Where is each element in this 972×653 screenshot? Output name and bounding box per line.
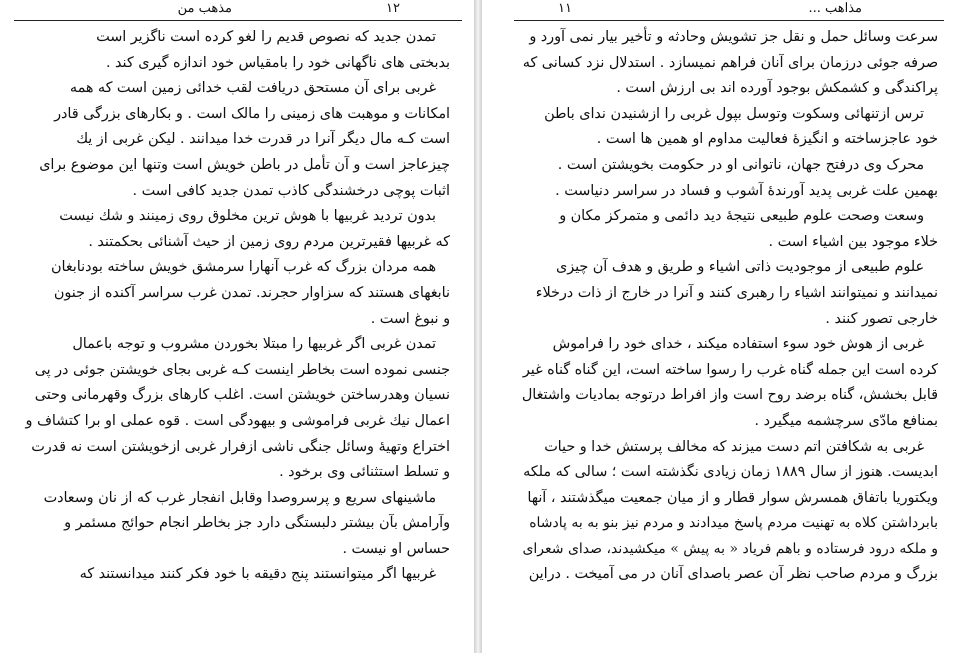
text-line: ماشینهای سریع و پرسروصدا وقابل انفجار غرب که از نان وسعادت [43, 489, 436, 506]
text-line: بابرداشتن کلاه به تهنیت مردم پاسخ میدادند و مردم نیز بنو به به پادشاه [529, 515, 938, 532]
right-page-number: ۱۱ [558, 1, 572, 16]
text-line: که غربیها فقیرترین مردم روی زمین از حیث آشنائی بحکمتند . [88, 233, 450, 250]
text-line: غربی برای آن مستحق دریافت لقب خدائی زمین است که همه [69, 80, 436, 97]
text-line: بمنافع مادّی سرچشمه میگیرد . [754, 412, 938, 429]
text-line: غربی به شکافتن اتم دست میزند که مخالف پرستش خدا و حیات [544, 438, 924, 455]
text-line: ترس ازتنهائی وسکوت وتوسل بپول غربی را ازشنیدن ندای باطن [544, 105, 924, 122]
text-line: اعمال نیك غربی فراموشی و بیهودگی است . قوه عملی او برا کتشاف و [25, 412, 450, 429]
text-line: تمدن غربی اگر غربیها را مبتلا بخوردن مشروب و توجه باعمال [72, 336, 436, 353]
text-line: قابل بخشش، گناه برضد روح است واز افراط درتوجه بمادیات واشتغال [522, 387, 938, 404]
text-line: وآرامش بآن بیشتر دلبستگی دارد جز بخاطر انجام حوائج مسئمر و [64, 515, 450, 532]
text-line: نمیدانند و نمیتوانند اشیاء را رهبری کنند و آنرا در خارج از ذات درخلاء [535, 284, 938, 301]
text-line: بدبختی های ناگهانی خود را بامقیاس خود اندازه گیری کند . [105, 54, 450, 71]
text-line: و نبوغ است . [370, 310, 450, 327]
text-line: ویکتوریا باتفاق همسرش سوار قطار و از میان جمعیت میگذشتند ، آنها [527, 489, 938, 506]
text-line: غربی از هوش خود سوء استفاده میکند ، خدای خود را فراموش [552, 336, 924, 353]
text-line: و تسلط استثنائی وی برخود . [279, 464, 450, 481]
left-page [0, 0, 474, 653]
text-line: علوم طبیعی از موجودیت ذاتی اشیاء و طریق و هدف آن چیزی [556, 259, 924, 276]
right-page-text [522, 25, 938, 588]
text-line: بزرگ و مردم صاحب نظر آن عصر باصدای آنان در می آمیخت . دراین [528, 566, 938, 583]
text-line: کرده است این جمله گناه غرب را رسوا ساخته است، این گناه گناه غیر [522, 361, 938, 378]
right-page-header-rule [514, 20, 944, 21]
text-line: وسعت وصحت علوم طبیعی نتیجهٔ دید دائمی و متمرکز مکان و [559, 208, 924, 225]
text-line: صرفه جوئی درزمان برای آنان فراهم نمیسازد . استدلال نزد کسانی که [522, 54, 938, 71]
right-page [482, 0, 972, 653]
book-gutter [474, 0, 482, 653]
text-line: خلاء موجود بین اشیاء است . [768, 233, 938, 250]
text-line: اثبات پوچی درخشندگی کاذب تمدن جدید کافی است . [132, 182, 450, 199]
text-line: جنسی نموده است بخاطر اینست کـه غربی بجای خویشتن جوئی در پی [34, 361, 450, 378]
text-line: است کـه مال دیگر آنرا در قدرت خدا میدانند . لیکن غربی از یك [76, 131, 450, 148]
right-page-header [482, 0, 972, 20]
text-line: همه مردان بزرگ که غرب آنهارا سرمشق خویش ساخته بودنابغان [51, 259, 436, 276]
left-page-number: ۱۲ [386, 1, 400, 16]
text-line: غربیها اگر میتوانستند پنج دقیقه با خود فکر کنند میدانستند که [79, 566, 436, 583]
text-line: بهمین علت غربی پدید آورندهٔ آشوب و فساد در سراسر دنیاست . [555, 182, 938, 199]
text-line: نابغهای هستند که سزاوار حجرند. تمدن غرب سراسر آکنده از جنون [53, 284, 450, 301]
left-page-running-title: مذهب من [177, 1, 232, 16]
text-line: حساس او نیست . [342, 540, 450, 557]
left-page-header-rule [14, 20, 462, 21]
text-line: و ملکه درود فرستاده و باهم فریاد « به پیش » میکشیدند، صدای شعرای [522, 540, 938, 557]
text-line: سرعت وسائل حمل و نقل جز تشویش وحادثه و تأخیر بیار نمی آورد و [529, 29, 938, 45]
text-line: بدون تردید غربیها با هوش ترین مخلوق روی زمینند و شك نیست [59, 208, 436, 225]
text-line: محرک وی درفتح جهان، ناتوانی او در حکومت بخویشتن است . [557, 156, 924, 173]
text-line: خود عاجزساخته و انگیزهٔ فعالیت مداوم او همین ها است . [596, 131, 938, 148]
text-line: خارجی تصور کنند . [825, 310, 938, 327]
text-line: پراکندگی و کشمکش بوجود آورده اند بی ارزش است . [616, 80, 938, 97]
text-line: ابدیست. هنوز از سال ۱۸۸۹ زمان زیادی نگذشته است ؛ سالی که ملکه [523, 464, 938, 481]
text-line: اختراع وتهیهٔ وسائل جنگی ناشی ازفرار غربی ازخویشتن است نه قدرت [31, 438, 450, 455]
text-line: تمدن جدید که نصوص قدیم را لغو کرده است ناگزیر است [96, 29, 436, 45]
text-line: چیزعاجز است و آن تأمل در باطن خویش است وتنها این موضوع برای [39, 156, 450, 173]
right-page-running-title: مذاهب ... [808, 1, 862, 16]
left-page-header [0, 0, 474, 20]
text-line: امکانات و موهبت های زمینی را مالک است . و بکارهای بزرگی قادر [54, 105, 450, 122]
left-page-text [22, 25, 450, 588]
text-line: نسیان وهدرساختن خویشتن است. اغلب کارهای بزرگ وقهرمانی وحتی [34, 387, 450, 404]
